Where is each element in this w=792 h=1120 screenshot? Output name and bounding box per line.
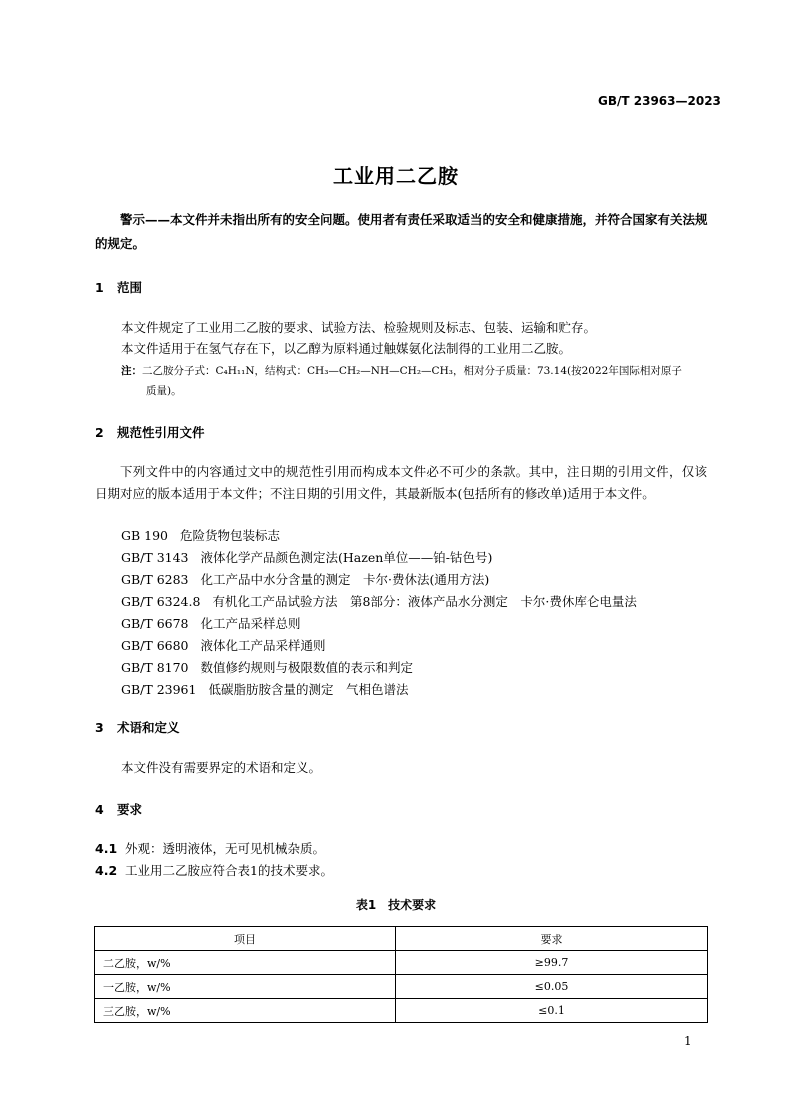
section-number: 1 bbox=[95, 280, 104, 295]
column-header-requirement: 要求 bbox=[396, 927, 708, 951]
note-label: 注： bbox=[121, 365, 142, 377]
reference-title: 液体化工产品采样通则 bbox=[200, 638, 326, 653]
reference-code: GB/T 23961 bbox=[121, 682, 197, 697]
normative-intro: 下列文件中的内容通过文中的规范性引用而构成本文件必不可少的条款。其中，注日期的引用文件，仅该日期对应的版本适用于本文件；不注日期的引用文件，其最新版本(包括所有的修改单)适用于本文件。 bbox=[95, 464, 707, 501]
reference-code: GB/T 6680 bbox=[121, 638, 189, 653]
reference-code: GB/T 6678 bbox=[121, 616, 189, 631]
reference-item bbox=[121, 636, 326, 654]
clause-text: 工业用二乙胺应符合表1的技术要求。 bbox=[125, 863, 333, 878]
reference-title: 危险货物包装标志 bbox=[180, 528, 281, 543]
table-cell-item: 二乙胺，w/% bbox=[95, 951, 396, 975]
clause-number: 4.2 bbox=[95, 863, 118, 878]
table-row bbox=[95, 951, 708, 975]
table-row bbox=[95, 999, 708, 1023]
terms-paragraph: 本文件没有需要界定的术语和定义。 bbox=[121, 760, 322, 775]
reference-code: GB/T 6283 bbox=[121, 572, 189, 587]
reference-title: 有机化工产品试验方法 第8部分：液体产品水分测定 卡尔·费休库仑电量法 bbox=[212, 594, 637, 609]
section-heading-scope bbox=[95, 278, 142, 296]
section-title: 要求 bbox=[117, 802, 143, 817]
column-header-item: 项目 bbox=[95, 927, 396, 951]
table-cell-item: 三乙胺，w/% bbox=[95, 999, 396, 1023]
document-title: 工业用二乙胺 bbox=[333, 164, 459, 188]
section-number: 2 bbox=[95, 425, 104, 440]
table-row bbox=[95, 975, 708, 999]
table-cell-value: ≤0.05 bbox=[396, 975, 708, 999]
technical-requirements-table bbox=[94, 926, 708, 1023]
reference-code: GB/T 8170 bbox=[121, 660, 189, 675]
section-heading-requirements bbox=[95, 800, 142, 818]
clause-4-1 bbox=[95, 839, 325, 857]
reference-code: GB/T 6324.8 bbox=[121, 594, 201, 609]
reference-item bbox=[121, 526, 280, 544]
reference-code: GB/T 3143 bbox=[121, 550, 189, 565]
reference-title: 化工产品采样总则 bbox=[200, 616, 301, 631]
section-heading-normative-references bbox=[95, 423, 205, 441]
standard-number: GB/T 23963—2023 bbox=[598, 94, 721, 108]
reference-title: 数值修约规则与极限数值的表示和判定 bbox=[200, 660, 414, 675]
safety-warning: 警示——本文件并未指出所有的安全问题。使用者有责任采取适当的安全和健康措施，并符合国家有关法规的规定。 bbox=[95, 212, 708, 251]
reference-title: 低碳脂肪胺含量的测定 气相色谱法 bbox=[208, 682, 409, 697]
scope-paragraph-1: 本文件规定了工业用二乙胺的要求、试验方法、检验规则及标志、包装、运输和贮存。 bbox=[121, 320, 597, 335]
section-heading-terms bbox=[95, 718, 180, 736]
reference-item bbox=[121, 592, 637, 610]
table-cell-value: ≤0.1 bbox=[396, 999, 708, 1023]
reference-item bbox=[121, 680, 408, 698]
clause-text: 外观：透明液体，无可见机械杂质。 bbox=[125, 841, 326, 856]
reference-item bbox=[121, 614, 301, 632]
table-caption: 表1 技术要求 bbox=[355, 898, 437, 912]
note-line-1: 二乙胺分子式：C₄H₁₁N，结构式：CH₃—CH₂—NH—CH₂—CH₃，相对分子质量：73.14(按2022年国际相对原子 bbox=[142, 365, 682, 377]
reference-item bbox=[121, 548, 492, 566]
section-number: 4 bbox=[95, 802, 104, 817]
note-line-2: 质量)。 bbox=[146, 385, 182, 397]
section-title: 术语和定义 bbox=[117, 720, 180, 735]
clause-4-2 bbox=[95, 861, 333, 879]
table-header-row bbox=[95, 927, 708, 951]
reference-item bbox=[121, 658, 413, 676]
section-number: 3 bbox=[95, 720, 104, 735]
reference-title: 化工产品中水分含量的测定 卡尔·费休法(通用方法) bbox=[200, 572, 490, 587]
scope-note bbox=[121, 363, 682, 378]
table-cell-item: 一乙胺，w/% bbox=[95, 975, 396, 999]
reference-item bbox=[121, 570, 489, 588]
section-title: 范围 bbox=[117, 280, 143, 295]
reference-title: 液体化学产品颜色测定法(Hazen单位——铂-钴色号) bbox=[200, 550, 493, 565]
scope-paragraph-2: 本文件适用于在氢气存在下，以乙醇为原料通过触媒氨化法制得的工业用二乙胺。 bbox=[121, 341, 572, 356]
clause-number: 4.1 bbox=[95, 841, 118, 856]
section-title: 规范性引用文件 bbox=[117, 425, 205, 440]
page-number: 1 bbox=[684, 1034, 692, 1048]
reference-code: GB 190 bbox=[121, 528, 169, 543]
table-cell-value: ≥99.7 bbox=[396, 951, 708, 975]
